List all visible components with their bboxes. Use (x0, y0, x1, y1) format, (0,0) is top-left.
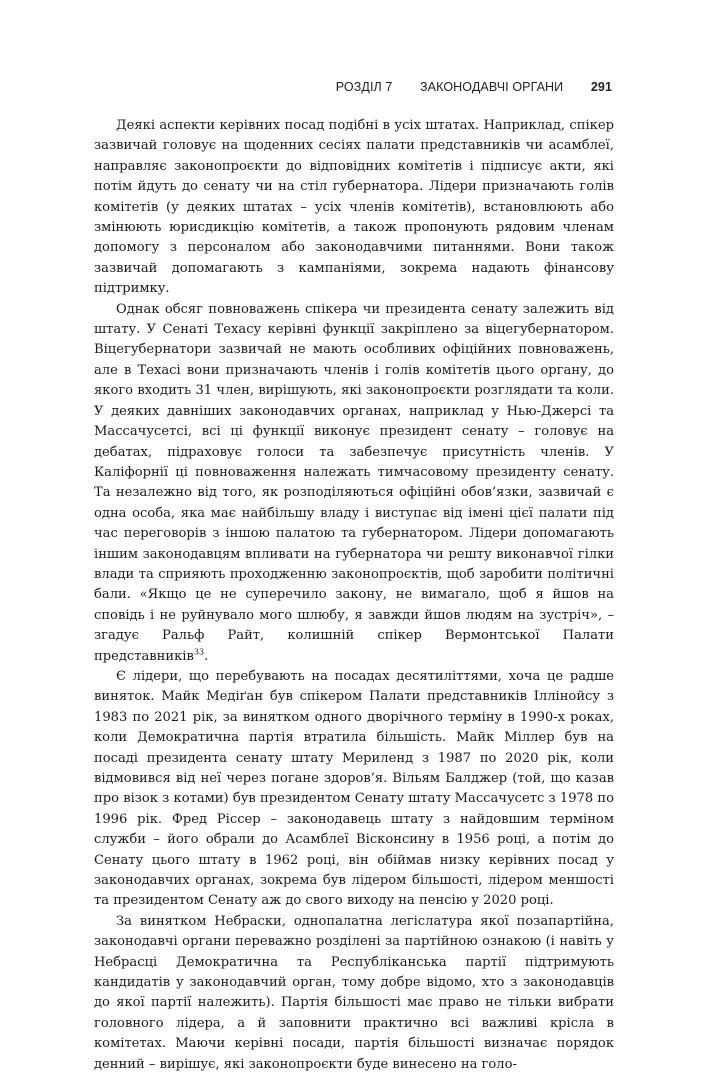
paragraph-1 (94, 116, 614, 300)
paragraph-4 (94, 912, 614, 1075)
section-title: ЗАКОНОДАВЧІ ОРГАНИ (420, 80, 564, 94)
footnote-marker: 33 (193, 647, 205, 657)
paragraph-text: Деякі аспекти керівних посад подібні в усіх штатах. Наприклад, спікер зазвичай головує на щоденних сесіях палати представників чи асамблеї, направляє законопроєкти до відповідних комітетів і підписує акти, які потім йдуть до сенату чи на стіл губернатора. Лідери призначають голів комітетів (у деяких штатах – усіх членів комітетів), встановлюють або змінюють юрисдикцію комітетів, а також пропонують рядовим членам допомогу з персоналом або законодавчими питаннями. Вони також зазвичай допомагають з кампаніями, зокрема надають фінансову підтримку. (94, 118, 614, 297)
body-text (94, 116, 614, 1075)
paragraph-text: Є лідери, що перебувають на посадах десятиліттями, хоча це радше виняток. Майк Медіґан був спікером Палати представників Іллінойсу з 1983 по 2021 рік, за винятком одного дворічного терміну в 1990-х роках, коли Демократична партія втратила більшість. Майк Міллер був на посаді президента сенату штату Мериленд з 1987 по 2020 рік, коли відмовився від неї через погане здоров’я. Вільям Балджер (той, що казав про візок з котами) був президентом Сенату штату Массачусетс з 1978 по 1996 рік. Фред Ріссер – законодавець штату з найдовшим терміном служби – його обрали до Асамблеї Вісконсину в 1956 році, а потім до Сенату цього штату в 1962 році, він обіймав низку керівних посад у законодавчих органах, зокрема був лідером більшості, лідером меншості та президентом Сенату аж до свого виходу на пенсію у 2020 році. (94, 668, 614, 909)
paragraph-2: Однак обсяг повноважень спікера чи президента сенату залежить від штату. У Сенаті Техасу керівні функції закріплено за віцегубернатором. Віцегубернатори зазвичай не мають особливих офіційних повноважень, але в Техасі вони призначають членів і голів комітетів цього органу, до якого входить 31 член, вирішують, які законопроєкти розглядати та коли. У деяких давніших законодавчих органах, наприклад у Нью-Джерсі та Массачусетсі, всі ці функції виконує президент сенату – головує на дебатах, підраховує голоси та забезпечує присутність членів. У Каліфорнії ці повноваження належать тимчасовому президенту сенату. Та незалежно від того, як розподіляються офіційні обов’язки, зазвичай є одна особа, яка має найбільшу владу і виступає від імені цієї палати під час переговорів з іншою палатою та губернатором. Лідери допомагають іншим законодавцям впливати на губернатора чи решту виконавчої гілки влади та сприяють проходженню законопроєктів, щоб заробити політичні бали. «Якщо це не суперечило закону, не вимагало, щоб я йшов на сповідь і не руйнувало мого шлюбу, я завжди йшов людям на зустріч», – згадує Ральф Райт, колишній спікер Вермонтської Палати представників$^{33}$. (94, 301, 614, 664)
running-header (336, 80, 612, 94)
page-number: 291 (590, 80, 612, 94)
chapter-label: РОЗДІЛ 7 (335, 80, 393, 94)
paragraph-text: За винятком Небраски, однопалатна легіслатура якої позапартійна, законодавчі органи переважно розділені за партійною ознакою (і навіть у Небрасці Демократична та Республіканська партії підтримують кандидатів у законодавчий орган, тому добре відомо, хто з законодавців до якої партії належить). Партія більшості має право не тільки вибрати головного лідера, а й заповнити практично всі важливі крісла в комітетах. Маючи керівні посади, партія більшості визначає порядок денний – вирішує, які законопроєкти буде винесено на голо- (94, 913, 614, 1072)
paragraph-text: Однак обсяг повноважень спікера чи президента сенату залежить від штату. У Сенаті Техасу керівні функції закріплено за віцегубернатором. Віцегубернатори зазвичай не мають особливих офіційних повноважень, але в Техасі вони призначають членів і голів комітетів цього органу, до якого входить 31 член, вирішують, які законопроєкти розглядати та коли. У деяких давніших законодавчих органах, наприклад у Нью-Джерсі та Массачусетсі, всі ці функції виконує президент сенату – головує на дебатах, підраховує голоси та забезпечує присутність членів. У Каліфорнії ці повноваження належать тимчасовому президенту сенату. Та незалежно від того, як розподіляються офіційні обов’язки, зазвичай є одна особа, яка має найбільшу владу і виступає від імені цієї палати під час переговорів з іншою палатою та губернатором. Лідери допомагають іншим законодавцям впливати на губернатора чи решту виконавчої гілки влади та сприяють проходженню законопроєктів, щоб заробити політичні бали. «Якщо це не суперечило закону, не вимагало, щоб я йшов на сповідь і не руйнувало мого шлюбу, я завжди йшов людям на зустріч», – згадує Ральф Райт, колишній спікер Вермонтської Палати представників (94, 301, 614, 664)
paragraph-3 (94, 667, 614, 912)
